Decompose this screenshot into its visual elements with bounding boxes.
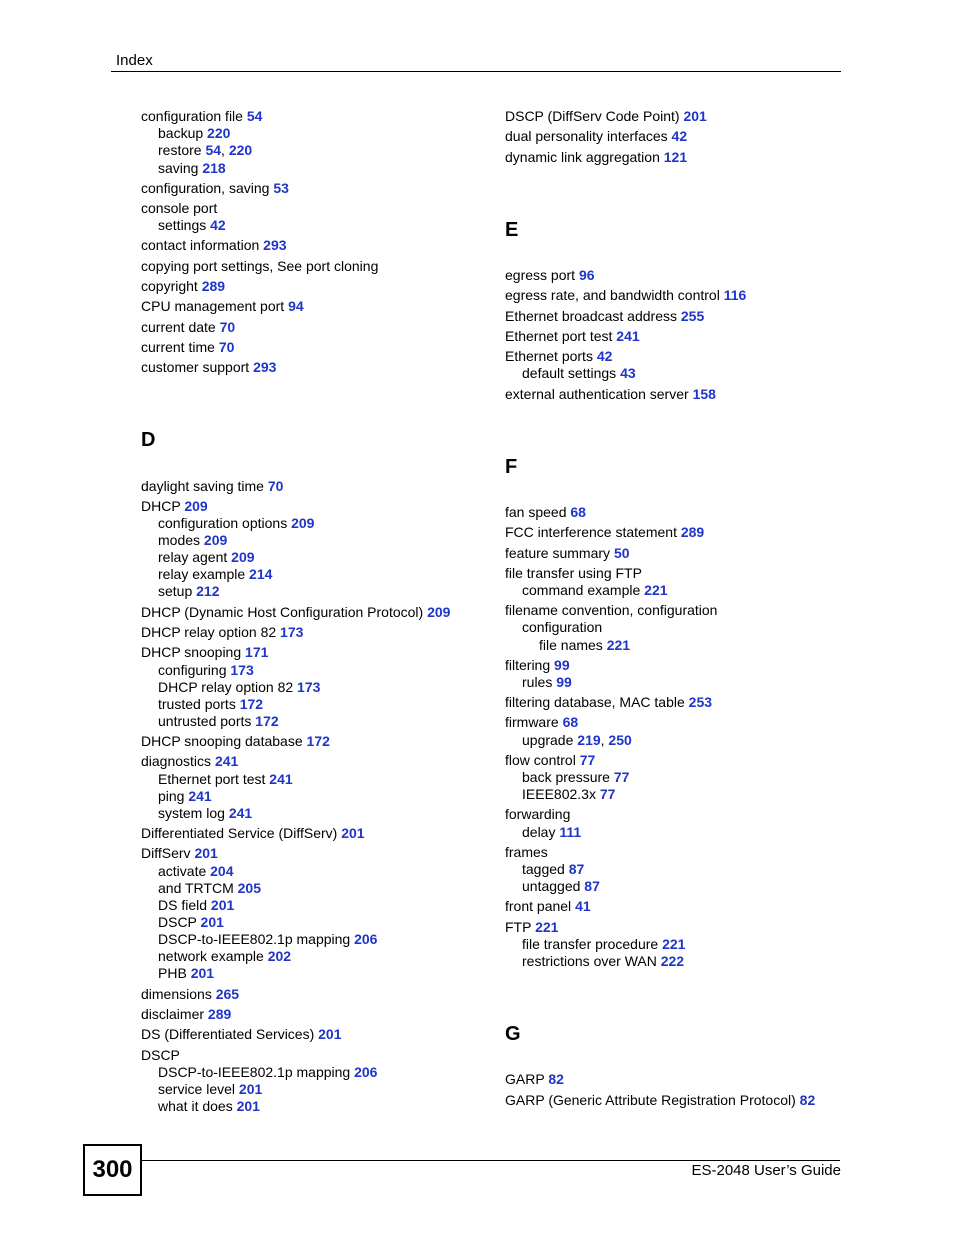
- index-term: DiffServ: [141, 845, 195, 861]
- page-reference-link[interactable]: 173: [297, 679, 321, 695]
- page-reference-link[interactable]: 201: [190, 965, 215, 981]
- index-entry-phb: [158, 965, 214, 982]
- index-term: tagged: [522, 861, 569, 877]
- page-reference-link[interactable]: 201: [200, 914, 224, 930]
- page-reference-link[interactable]: 201: [683, 108, 707, 124]
- index-term: IEEE802.3x: [522, 786, 600, 802]
- index-entry-fcc-interference-statement: [505, 524, 704, 541]
- page-reference-link[interactable]: 172: [255, 713, 279, 729]
- index-term: DHCP (Dynamic Host Configuration Protocol): [141, 604, 428, 620]
- page-reference-link[interactable]: 220: [228, 142, 253, 158]
- index-term: GARP (Generic Attribute Registration Protocol): [505, 1092, 800, 1108]
- index-term: untrusted ports: [158, 713, 256, 729]
- page-reference-link[interactable]: 70: [267, 478, 284, 494]
- page-reference-link[interactable]: 77: [613, 769, 630, 785]
- index-term: external authentication server: [505, 386, 693, 402]
- page-reference-link[interactable]: 241: [188, 788, 212, 804]
- index-term: current date: [141, 319, 220, 335]
- index-term: file transfer using FTP: [505, 565, 642, 581]
- index-entry-dynamic-link-aggregation: [505, 149, 687, 166]
- index-term: system log: [158, 805, 229, 821]
- index-entry-configuration-file: [141, 108, 262, 125]
- page-reference-link[interactable]: 250: [608, 732, 632, 748]
- index-term: trusted ports: [158, 696, 240, 712]
- index-entry-saving: [158, 160, 226, 177]
- index-term: current time: [141, 339, 219, 355]
- index-term: CPU management port: [141, 298, 289, 314]
- guide-title: ES-2048 User’s Guide: [691, 1162, 841, 1179]
- page-reference-link[interactable]: 172: [306, 733, 330, 749]
- page-reference-link[interactable]: 293: [263, 237, 287, 253]
- index-term: untagged: [522, 878, 585, 894]
- index-entry-rules: [522, 674, 572, 691]
- page-reference-link[interactable]: 209: [291, 515, 315, 531]
- index-entry-dscp: [141, 1047, 180, 1064]
- index-entry-console-port: [141, 200, 217, 217]
- index-entry-activate: [158, 863, 234, 880]
- page-reference-link[interactable]: 82: [548, 1071, 564, 1087]
- section-letter-d: D: [141, 429, 156, 451]
- index-entry-delay: [522, 824, 581, 841]
- page-reference-link[interactable]: 201: [194, 845, 218, 861]
- section-letter-f: F: [505, 456, 518, 478]
- index-term: Differentiated Service (DiffServ): [141, 825, 342, 841]
- index-entry-diagnostics: [141, 753, 238, 770]
- index-term: frames: [505, 844, 548, 860]
- index-entry-dhcp-dynamic-host-configuration-protocol: [141, 604, 450, 621]
- index-term: configuration options: [158, 515, 292, 531]
- index-term: dynamic link aggregation: [505, 149, 664, 165]
- index-entry-ethernet-port-test: [158, 771, 293, 788]
- page-reference-link[interactable]: 253: [688, 694, 713, 710]
- page-reference-link[interactable]: 209: [203, 532, 228, 548]
- index-term: setup: [158, 583, 197, 599]
- index-term: relay example: [158, 566, 250, 582]
- index-entry-and-trtcm: [158, 880, 261, 897]
- index-term: file transfer procedure: [522, 936, 663, 952]
- page-reference-link[interactable]: 42: [596, 348, 613, 364]
- index-entry-current-time: [141, 339, 234, 356]
- page-reference-link[interactable]: 68: [570, 504, 586, 520]
- index-entry-ds-field: [158, 897, 234, 914]
- index-entry-external-authentication-server: [505, 386, 716, 403]
- index-entry-settings: [158, 217, 226, 234]
- index-term: DSCP-to-IEEE802.1p mapping: [158, 931, 355, 947]
- index-term: DHCP snooping: [141, 644, 246, 660]
- index-entry-dscp-diffserv-code-point: [505, 108, 707, 125]
- page-reference-link[interactable]: 87: [584, 878, 600, 894]
- index-entry-upgrade: [522, 732, 632, 749]
- page-reference-link[interactable]: 201: [236, 1098, 260, 1114]
- page-reference-link[interactable]: 255: [680, 308, 705, 324]
- page-reference-link[interactable]: 94: [288, 298, 304, 314]
- page-reference-link[interactable]: 221: [535, 919, 559, 935]
- index-term: modes: [158, 532, 204, 548]
- index-entry-dimensions: [141, 986, 239, 1003]
- index-term: Ethernet ports: [505, 348, 597, 364]
- index-term: backup: [158, 125, 208, 141]
- page-reference-link[interactable]: 209: [427, 604, 451, 620]
- page-reference-link[interactable]: 241: [214, 753, 239, 769]
- index-term: back pressure: [522, 769, 614, 785]
- index-entry-daylight-saving-time: [141, 478, 283, 495]
- index-term: PHB: [158, 965, 191, 981]
- index-term: Ethernet port test: [505, 328, 617, 344]
- index-entry-dual-personality-interfaces: [505, 128, 687, 145]
- index-term: egress rate, and bandwidth control: [505, 287, 724, 303]
- section-letter-e: E: [505, 219, 519, 241]
- index-term: daylight saving time: [141, 478, 268, 494]
- page-reference-link[interactable]: 172: [239, 696, 264, 712]
- index-entry-configuration-saving: [141, 180, 289, 197]
- index-entry-fan-speed: [505, 504, 586, 521]
- page-reference-link[interactable]: 99: [556, 674, 572, 690]
- index-entry-configuring: [158, 662, 254, 679]
- index-entry-dhcp-snooping: [141, 644, 268, 661]
- index-entry-system-log: [158, 805, 252, 822]
- page-reference-link[interactable]: 222: [660, 953, 685, 969]
- page-number: 300: [83, 1144, 142, 1196]
- index-entry-service-level: [158, 1081, 262, 1098]
- index-entry-copying-port-settings-see-port-cloning: [141, 258, 378, 275]
- index-entry-current-date: [141, 319, 235, 336]
- page-reference-link[interactable]: 289: [207, 1006, 232, 1022]
- page-reference-link[interactable]: 206: [354, 1064, 378, 1080]
- page-reference-link[interactable]: 289: [201, 278, 226, 294]
- index-entry-egress-rate-and-bandwidth-control: [505, 287, 746, 304]
- index-term: DSCP (DiffServ Code Point): [505, 108, 684, 124]
- page-reference-link[interactable]: 204: [210, 863, 234, 879]
- index-term: console port: [141, 200, 218, 216]
- index-term: configuring: [158, 662, 231, 678]
- index-entry-ethernet-ports: [505, 348, 612, 365]
- page-reference-link[interactable]: 220: [207, 125, 231, 141]
- index-entry-filtering: [505, 657, 570, 674]
- page-reference-link[interactable]: 205: [237, 880, 261, 896]
- index-term: forwarding: [505, 806, 571, 822]
- page-reference-link[interactable]: 206: [354, 931, 378, 947]
- page-reference-link[interactable]: 70: [219, 319, 236, 335]
- index-term: dual personality interfaces: [505, 128, 672, 144]
- index-entry-egress-port: [505, 267, 595, 284]
- page-reference-link[interactable]: 171: [245, 644, 269, 660]
- page-separator: ,: [221, 142, 229, 158]
- index-entry-dhcp-relay-option-82: [158, 679, 320, 696]
- page-reference-link[interactable]: 219: [577, 732, 601, 748]
- index-term: delay: [522, 824, 560, 840]
- index-term: disclaimer: [141, 1006, 208, 1022]
- index-entry-dscp-to-ieee802-1p-mapping: [158, 1064, 377, 1081]
- page-reference-link[interactable]: 54: [205, 142, 222, 158]
- index-entry-disclaimer: [141, 1006, 231, 1023]
- index-entry-file-transfer-using-ftp: [505, 565, 642, 582]
- index-term: command example: [522, 582, 645, 598]
- page-reference-link[interactable]: 201: [318, 1026, 342, 1042]
- page-reference-link[interactable]: 42: [671, 128, 688, 144]
- index-term: FTP: [505, 919, 536, 935]
- index-entry-dhcp: [141, 498, 208, 515]
- page-reference-link[interactable]: 209: [184, 498, 208, 514]
- index-entry-ethernet-port-test: [505, 328, 640, 345]
- page-reference-link[interactable]: 173: [280, 624, 304, 640]
- index-term: DSCP: [141, 1047, 180, 1063]
- index-entry-dscp-to-ieee802-1p-mapping: [158, 931, 377, 948]
- index-entry-back-pressure: [522, 769, 629, 786]
- header-rule: [111, 71, 841, 72]
- running-header-section: Index: [116, 52, 153, 69]
- index-entry-differentiated-service-diffserv: [141, 825, 365, 842]
- page-reference-link[interactable]: 201: [238, 1081, 263, 1097]
- index-entry-copyright: [141, 278, 225, 295]
- page-reference-link[interactable]: 50: [613, 545, 630, 561]
- index-term: diagnostics: [141, 753, 215, 769]
- index-term: egress port: [505, 267, 579, 283]
- index-term: what it does: [158, 1098, 237, 1114]
- footer-rule: [140, 1160, 840, 1161]
- index-entry-restrictions-over-wan: [522, 953, 684, 970]
- index-term: DHCP relay option 82: [158, 679, 298, 695]
- index-term: contact information: [141, 237, 264, 253]
- index-entry-untrusted-ports: [158, 713, 279, 730]
- index-entry-customer-support: [141, 359, 276, 376]
- index-term: file names: [539, 637, 607, 653]
- index-entry-ping: [158, 788, 212, 805]
- page-reference-link[interactable]: 42: [210, 217, 226, 233]
- index-term: and TRTCM: [158, 880, 238, 896]
- index-term: DSCP: [158, 914, 201, 930]
- index-entry-garp: [505, 1071, 564, 1088]
- page-reference-link[interactable]: 241: [616, 328, 640, 344]
- page-reference-link[interactable]: 212: [196, 583, 220, 599]
- section-letter-g: G: [505, 1023, 521, 1045]
- index-term: settings: [158, 217, 211, 233]
- page-separator: ,: [600, 732, 609, 748]
- index-term: configuration, saving: [141, 180, 274, 196]
- index-entry-dhcp-relay-option-82: [141, 624, 303, 641]
- index-entry-flow-control: [505, 752, 595, 769]
- page-reference-link[interactable]: 214: [249, 566, 273, 582]
- index-entry-forwarding: [505, 806, 570, 823]
- index-term: service level: [158, 1081, 239, 1097]
- page-reference-link[interactable]: 218: [202, 160, 226, 176]
- index-term: relay agent: [158, 549, 232, 565]
- page-reference-link[interactable]: 241: [228, 805, 253, 821]
- index-term: DS (Differentiated Services): [141, 1026, 319, 1042]
- index-term: GARP: [505, 1071, 549, 1087]
- index-entry-firmware: [505, 714, 578, 731]
- index-term: upgrade: [522, 732, 578, 748]
- page-reference-link[interactable]: 293: [253, 359, 277, 375]
- index-entry-setup: [158, 583, 220, 600]
- page-reference-link[interactable]: 173: [230, 662, 254, 678]
- index-term: front panel: [505, 898, 576, 914]
- index-term: filtering database, MAC table: [505, 694, 689, 710]
- index-entry-feature-summary: [505, 545, 630, 562]
- page-reference-link[interactable]: 221: [644, 582, 668, 598]
- index-entry-filename-convention-configuration: [505, 602, 717, 619]
- index-term: dimensions: [141, 986, 216, 1002]
- index-entry-garp-generic-attribute-registration-protocol: [505, 1092, 815, 1109]
- index-term: copyright: [141, 278, 202, 294]
- index-entry-trusted-ports: [158, 696, 263, 713]
- index-term: flow control: [505, 752, 580, 768]
- page-reference-link[interactable]: 54: [246, 108, 263, 124]
- index-term: saving: [158, 160, 203, 176]
- page-reference-link[interactable]: 111: [559, 824, 582, 840]
- index-term: DHCP snooping database: [141, 733, 307, 749]
- index-term: activate: [158, 863, 211, 879]
- index-term: configuration: [522, 619, 603, 635]
- page-reference-link[interactable]: 221: [662, 936, 686, 952]
- index-term: DHCP relay option 82: [141, 624, 281, 640]
- page-reference-link[interactable]: 70: [218, 339, 235, 355]
- index-term: copying port settings, See port cloning: [141, 258, 379, 274]
- page-reference-link[interactable]: 209: [231, 549, 255, 565]
- page-reference-link[interactable]: 121: [663, 149, 688, 165]
- index-entry-diffserv: [141, 845, 218, 862]
- page-reference-link[interactable]: 82: [799, 1092, 816, 1108]
- index-term: network example: [158, 948, 268, 964]
- index-entry-default-settings: [522, 365, 636, 382]
- index-term: restore: [158, 142, 206, 158]
- index-term: rules: [522, 674, 557, 690]
- page-reference-link[interactable]: 158: [692, 386, 716, 402]
- index-term: firmware: [505, 714, 563, 730]
- page-reference-link[interactable]: 41: [575, 898, 591, 914]
- page-reference-link[interactable]: 201: [341, 825, 365, 841]
- index-term: customer support: [141, 359, 254, 375]
- index-entry-relay-agent: [158, 549, 255, 566]
- index-entry-modes: [158, 532, 227, 549]
- index-entry-what-it-does: [158, 1098, 260, 1115]
- index-term: DHCP: [141, 498, 185, 514]
- index-term: filtering: [505, 657, 555, 673]
- index-entry-file-names: [539, 637, 630, 654]
- page-reference-link[interactable]: 116: [723, 287, 747, 303]
- page-reference-link[interactable]: 87: [568, 861, 585, 877]
- page-reference-link[interactable]: 68: [562, 714, 579, 730]
- index-entry-frames: [505, 844, 548, 861]
- page-reference-link[interactable]: 77: [579, 752, 596, 768]
- page-reference-link[interactable]: 289: [680, 524, 705, 540]
- index-term: default settings: [522, 365, 621, 381]
- index-term: DS field: [158, 897, 211, 913]
- index-entry-contact-information: [141, 237, 287, 254]
- page-reference-link[interactable]: 53: [273, 180, 289, 196]
- page-reference-link[interactable]: 99: [554, 657, 570, 673]
- index-entry-network-example: [158, 948, 291, 965]
- index-term: restrictions over WAN: [522, 953, 661, 969]
- page-reference-link[interactable]: 43: [620, 365, 636, 381]
- page-reference-link[interactable]: 241: [269, 771, 293, 787]
- index-entry-configuration-options: [158, 515, 314, 532]
- index-entry-configuration: [522, 619, 602, 636]
- index-term: filename convention, configuration: [505, 602, 718, 618]
- index-entry-tagged: [522, 861, 584, 878]
- index-term: feature summary: [505, 545, 614, 561]
- index-term: Ethernet port test: [158, 771, 270, 787]
- index-entry-filtering-database-mac-table: [505, 694, 712, 711]
- index-entry-cpu-management-port: [141, 298, 304, 315]
- page-reference-link[interactable]: 96: [578, 267, 595, 283]
- index-entry-untagged: [522, 878, 600, 895]
- index-term: ping: [158, 788, 189, 804]
- index-term: fan speed: [505, 504, 571, 520]
- page-reference-link[interactable]: 201: [210, 897, 235, 913]
- index-entry-file-transfer-procedure: [522, 936, 685, 953]
- index-term: FCC interference statement: [505, 524, 681, 540]
- index-entry-backup: [158, 125, 230, 142]
- index-entry-relay-example: [158, 566, 272, 583]
- index-entry-ethernet-broadcast-address: [505, 308, 704, 325]
- page-reference-link[interactable]: 221: [606, 637, 631, 653]
- page-reference-link[interactable]: 77: [599, 786, 616, 802]
- index-entry-ftp: [505, 919, 558, 936]
- index-term: configuration file: [141, 108, 247, 124]
- page-reference-link[interactable]: 202: [267, 948, 292, 964]
- index-entry-dscp: [158, 914, 224, 931]
- index-term: DSCP-to-IEEE802.1p mapping: [158, 1064, 355, 1080]
- page-reference-link[interactable]: 265: [215, 986, 240, 1002]
- index-entry-front-panel: [505, 898, 591, 915]
- index-entry-restore: [158, 142, 252, 159]
- index-entry-ieee802-3x: [522, 786, 615, 803]
- index-term: Ethernet broadcast address: [505, 308, 681, 324]
- index-entry-ds-differentiated-services: [141, 1026, 342, 1043]
- index-entry-dhcp-snooping-database: [141, 733, 330, 750]
- index-entry-command-example: [522, 582, 668, 599]
